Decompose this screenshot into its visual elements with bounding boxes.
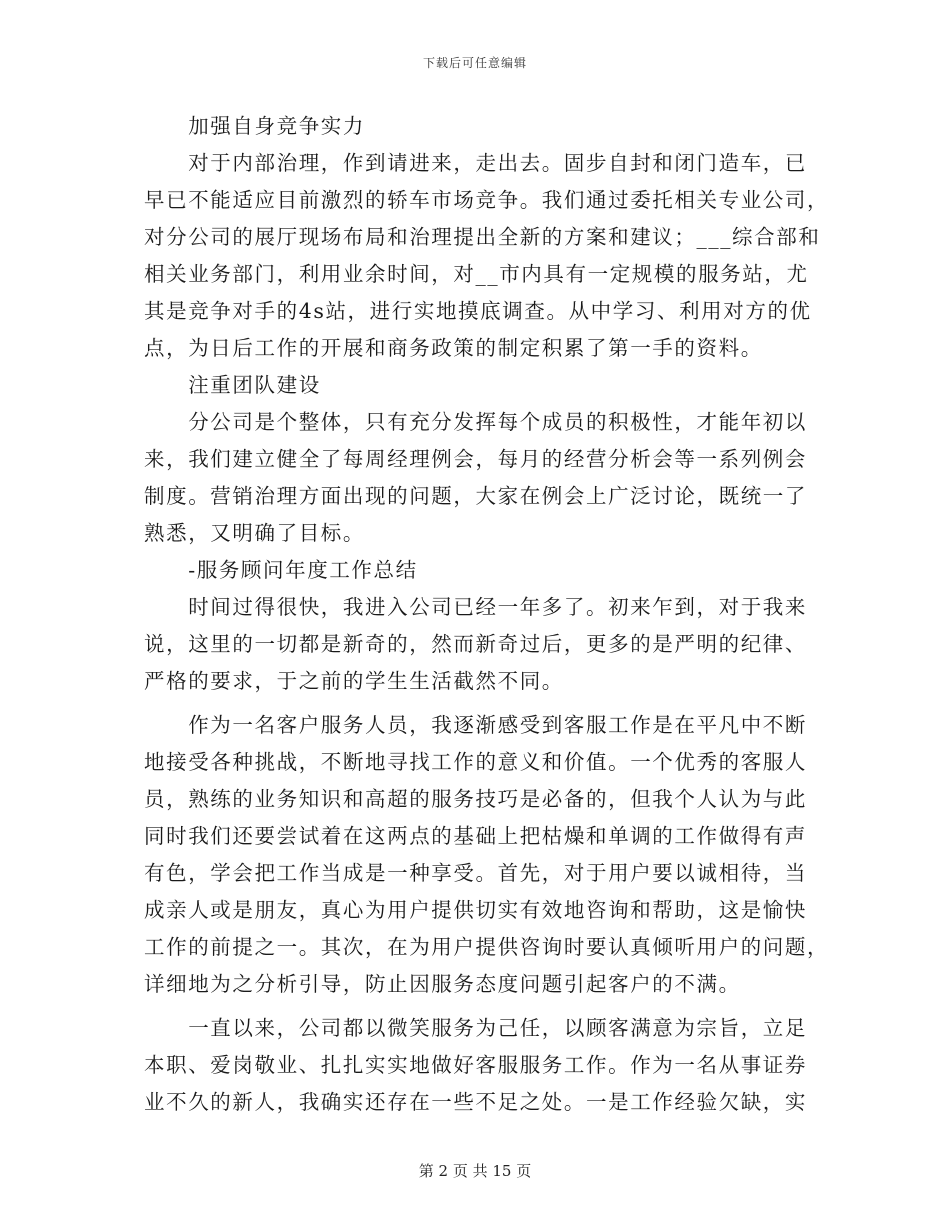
text-line: 地接受各种挑战，不断地寻找工作的意义和价值。一个优秀的客服人: [144, 750, 807, 774]
text-line: 成亲人或是朋友，真心为用户提供切实有效地咨询和帮助，这是愉快: [144, 898, 807, 922]
text-line: 作为一名客户服务人员，我逐渐感受到客服工作是在平凡中不断: [144, 713, 807, 737]
text-line: 员，熟练的业务知识和高超的服务技巧是必备的，但我个人认为与此: [144, 787, 807, 811]
text-line: 严格的要求，于之前的学生生活截然不同。: [144, 669, 564, 693]
text-line: -服务顾问年度工作总结: [144, 558, 418, 582]
text-line: 同时我们还要尝试着在这两点的基础上把枯燥和单调的工作做得有声: [144, 824, 807, 848]
text-line: 有色，学会把工作当成是一种享受。首先，对于用户要以诚相待，当: [144, 861, 807, 885]
text-line: 工作的前提之一。其次，在为用户提供咨询时要认真倾听用户的问题，: [144, 935, 830, 959]
text-line: 时间过得很快，我进入公司已经一年多了。初来乍到，对于我来: [144, 595, 807, 619]
text-line: 分公司是个整体，只有充分发挥每个成员的积极性，才能年初以: [144, 410, 807, 434]
page-header: 下载后可任意编辑: [422, 56, 527, 70]
text-line: 制度。营销治理方面出现的问题，大家在例会上广泛讨论，既统一了: [144, 484, 807, 508]
document-body: [144, 108, 830, 1121]
text-line: 加强自身竞争实力: [144, 114, 365, 138]
text-line: 对分公司的展厅现场布局和治理提出全新的方案和建议；___综合部和: [144, 225, 821, 249]
text-line: 对于内部治理，作到请进来，走出去。固步自封和闭门造车，已: [144, 151, 807, 175]
page-number: 第 2 页 共 15 页: [418, 1162, 532, 1180]
text-line: 本职、爱岗敬业、扎扎实实地做好客服服务工作。作为一名从事证券: [144, 1053, 807, 1077]
text-line: 详细地为之分析引导，防止因服务态度问题引起客户的不满。: [144, 972, 741, 996]
text-line: 其是竞争对手的4s站，进行实地摸底调查。从中学习、利用对方的优: [144, 299, 812, 323]
text-line: 熟悉，又明确了目标。: [144, 521, 365, 545]
text-line: 说，这里的一切都是新奇的，然而新奇过后，更多的是严明的纪律、: [144, 632, 807, 656]
text-line: 相关业务部门，利用业余时间，对__市内具有一定规模的服务站，尤: [144, 262, 809, 286]
text-line: 一直以来，公司都以微笑服务为己任，以顾客满意为宗旨，立足: [144, 1016, 807, 1040]
text-line: 点，为日后工作的开展和商务政策的制定积累了第一手的资料。: [144, 336, 763, 360]
text-line: 业不久的新人，我确实还存在一些不足之处。一是工作经验欠缺，实: [144, 1090, 807, 1114]
text-line: 注重团队建设: [144, 373, 321, 397]
text-line: 来，我们建立健全了每周经理例会，每月的经营分析会等一系列例会: [144, 447, 807, 471]
text-line: 早已不能适应目前激烈的轿车市场竞争。我们通过委托相关专业公司，: [144, 188, 830, 212]
